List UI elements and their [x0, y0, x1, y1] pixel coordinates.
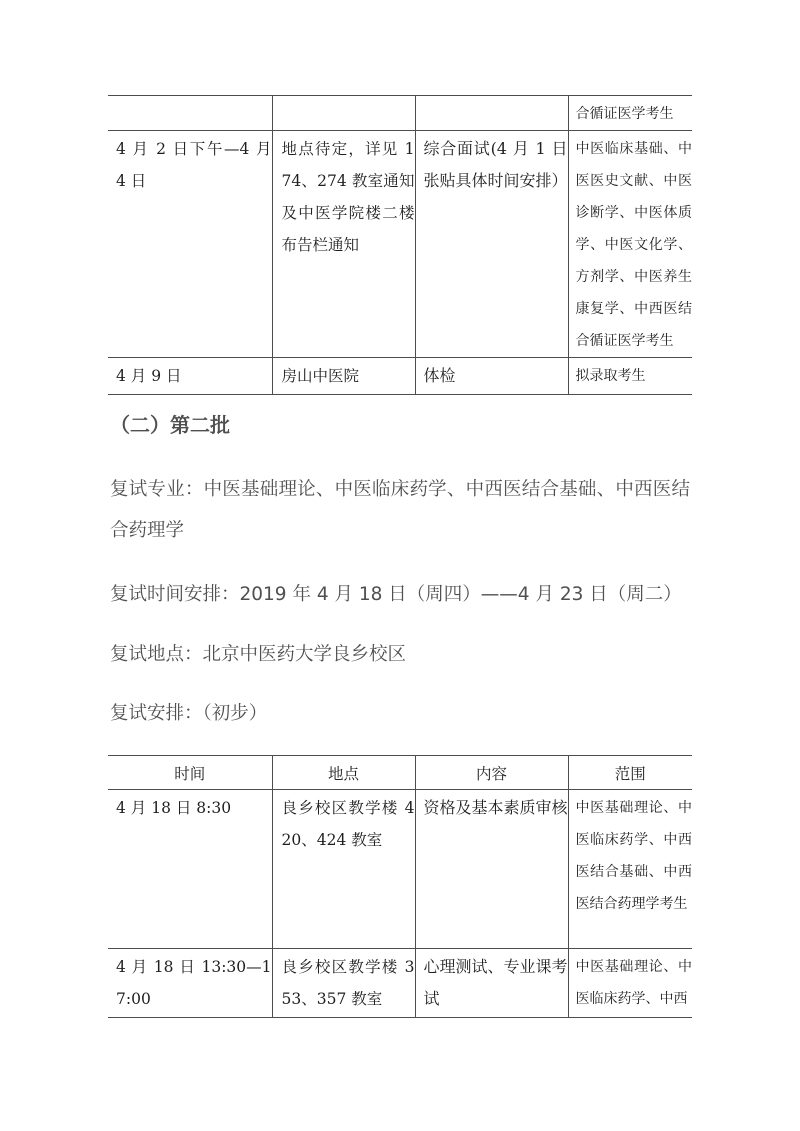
cell-scope: 中医基础理论、中医临床药学、中西医结合基础、中西医结合药理学考生 — [568, 790, 692, 949]
cell-place: 房山中医院 — [272, 358, 415, 395]
cell-scope: 中医基础理论、中医临床药学、中西 — [568, 949, 692, 1018]
cell-scope: 中医临床基础、中医医史文献、中医诊断学、中医体质学、中医文化学、方剂学、中医养生康复学、中西医结合循证医学考生 — [568, 131, 692, 358]
paragraph-exam-majors: 复试专业：中医基础理论、中医临床药学、中西医结合基础、中西医结合药理学 — [110, 479, 690, 541]
cell-scope: 合循证医学考生 — [568, 96, 692, 131]
column-header-content: 内容 — [415, 756, 568, 790]
cell-scope: 拟录取考生 — [568, 358, 692, 395]
cell-time: 4 月 9 日 — [108, 358, 272, 395]
cell-place: 良乡校区教学楼 420、424 教室 — [272, 790, 415, 949]
column-header-time: 时间 — [108, 756, 272, 790]
cell-content: 资格及基本素质审核 — [415, 790, 568, 949]
table-row-continuation — [108, 96, 692, 131]
cell-time: 4 月 18 日 8:30 — [108, 790, 272, 949]
paragraph-exam-place: 复试地点：北京中医药大学良乡校区 — [110, 644, 407, 665]
column-header-scope: 范围 — [568, 756, 692, 790]
batch1-schedule-table — [108, 95, 692, 395]
cell-time: 4 月 2 日下午—4 月 4 日 — [108, 131, 272, 358]
table-row — [108, 790, 692, 949]
table-row — [108, 358, 692, 395]
cell-place: 地点待定，详见 174、274 教室通知及中医学院楼二楼布告栏通知 — [272, 131, 415, 358]
section-heading-batch2: （二）第二批 — [110, 413, 230, 437]
cell-place — [272, 96, 415, 131]
cell-time — [108, 96, 272, 131]
cell-place: 良乡校区教学楼 353、357 教室 — [272, 949, 415, 1018]
cell-content: 心理测试、专业课考试 — [415, 949, 568, 1018]
batch2-schedule-table — [108, 755, 692, 1018]
table-header-row — [108, 756, 692, 790]
cell-content: 综合面试(4 月 1 日张贴具体时间安排） — [415, 131, 568, 358]
cell-content — [415, 96, 568, 131]
table-row — [108, 949, 692, 1018]
paragraph-exam-plan: 复试安排：（初步） — [110, 703, 268, 724]
column-header-place: 地点 — [272, 756, 415, 790]
paragraph-exam-time: 复试时间安排：2019 年 4 月 18 日（周四）——4 月 23 日（周二） — [110, 584, 682, 605]
table-row — [108, 131, 692, 358]
cell-content: 体检 — [415, 358, 568, 395]
cell-time: 4 月 18 日 13:30—17:00 — [108, 949, 272, 1018]
